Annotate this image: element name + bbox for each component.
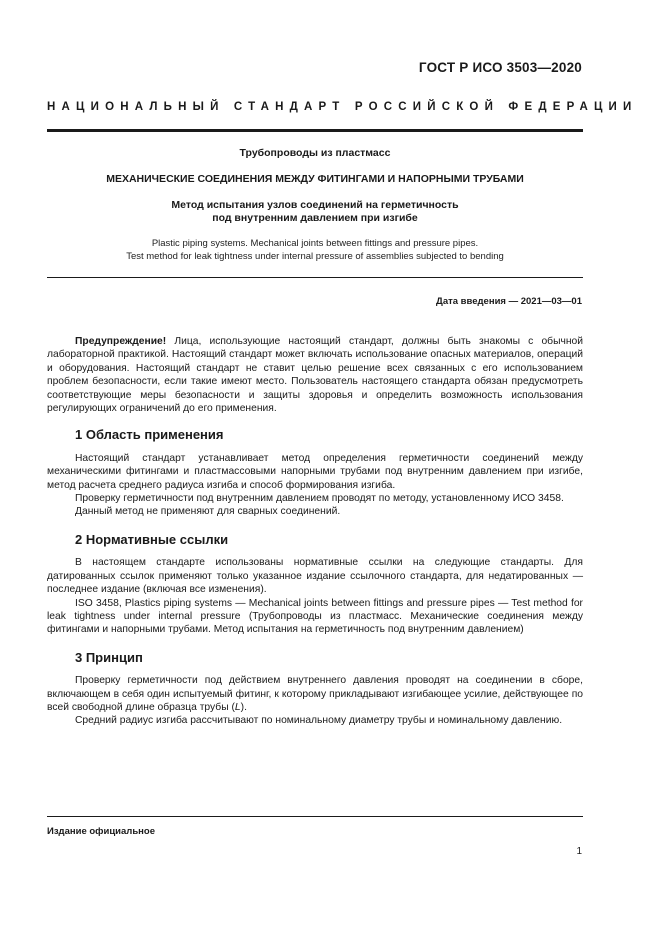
- warning-text: Лица, использующие настоящий стандарт, должны быть знакомы с обычной лабораторной практикой. Настоящий стандарт может включать использование опасных материалов, операций и оборудования. Настоящий стандарт не ставит целью решение всех связанных с его использованием проблем безопасности, если такие имеют место. Пользователь настоящего стандарта обязан предусмотреть соответствующие меры безопасности и защиты здоровья и определить возможность использования регулирующих ограничений до его применения.: [47, 336, 583, 415]
- section-2-paragraph-1: В настоящем стандарте использованы нормативные ссылки на следующие стандарты. Для датированных ссылок применяют только указанное издание ссылочного стандарта, для недатированных — последнее издание (включая все изменения).: [47, 557, 583, 596]
- method-title: [47, 199, 583, 225]
- section-1-paragraph-3: Данный метод не применяют для сварных соединений.: [75, 506, 341, 518]
- method-title-line2: под внутренним давлением при изгибе: [212, 212, 418, 224]
- english-title-line2: Test method for leak tightness under internal pressure of assemblies subjected to bending: [126, 251, 504, 262]
- section-3-paragraph-1-a: Проверку герметичности под действием внутреннего давления проводят на соединении в сборе, включающем в себя один испытуемый фитинг, к которому прикладывают изгибающее усилие, действующее по всей свободной длине образца трубы (: [47, 675, 583, 713]
- section-3-paragraph-1: [47, 674, 583, 714]
- header-rule: [47, 129, 583, 132]
- page-number: 1: [576, 846, 582, 857]
- footer-rule: [47, 816, 583, 817]
- section-3-heading: 3 Принцип: [75, 649, 143, 665]
- date-of-introduction: Дата введения — 2021—03—01: [436, 296, 582, 307]
- title-rule: [47, 277, 583, 278]
- national-standard-heading: НАЦИОНАЛЬНЫЙ СТАНДАРТ РОССИЙСКОЙ ФЕДЕРАЦИИ: [47, 101, 638, 113]
- document-body: [47, 335, 583, 728]
- document-code: ГОСТ Р ИСО 3503—2020: [418, 60, 582, 75]
- method-title-line1: Метод испытания узлов соединений на герметичность: [171, 199, 459, 211]
- section-1-paragraph-1: Настоящий стандарт устанавливает метод определения герметичности соединений между механическими фитингами и пластмассовыми напорными трубами под внутренним давлением при изгибе, метод расчета среднего радиуса изгиба и способ формирования изгиба.: [47, 452, 583, 491]
- section-3-paragraph-1-b: ).: [240, 701, 247, 713]
- section-1-heading: 1 Область применения: [75, 427, 224, 443]
- warning-lead: Предупреждение!: [75, 336, 167, 347]
- english-title: [47, 237, 583, 263]
- section-2-paragraph-2: ISO 3458, Plastics piping systems — Mechanical joints between fittings and pressure pipes — Test method for leak tightness under internal pressure (Трубопроводы из пластмасс. Механические соединения между фитингами и напорными трубами. Метод испытания на герметичность под внутренним давлением): [47, 597, 583, 636]
- section-1-paragraph-2: Проверку герметичности под внутренним давлением проводят по методу, установленному ИСО 3458.: [75, 493, 564, 505]
- variable-length: L: [234, 701, 241, 713]
- edition-label: Издание официальное: [47, 826, 155, 837]
- subject-title: Трубопроводы из пластмасс: [239, 147, 391, 159]
- main-title: МЕХАНИЧЕСКИЕ СОЕДИНЕНИЯ МЕЖДУ ФИТИНГАМИ И НАПОРНЫМИ ТРУБАМИ: [106, 173, 524, 185]
- warning-paragraph: [47, 335, 583, 415]
- section-2-heading: 2 Нормативные ссылки: [75, 531, 229, 547]
- section-3-paragraph-2: Средний радиус изгиба рассчитывают по номинальному диаметру трубы и номинальному давлению.: [75, 715, 563, 727]
- english-title-line1: Plastic piping systems. Mechanical joints between fittings and pressure pipes.: [151, 238, 479, 249]
